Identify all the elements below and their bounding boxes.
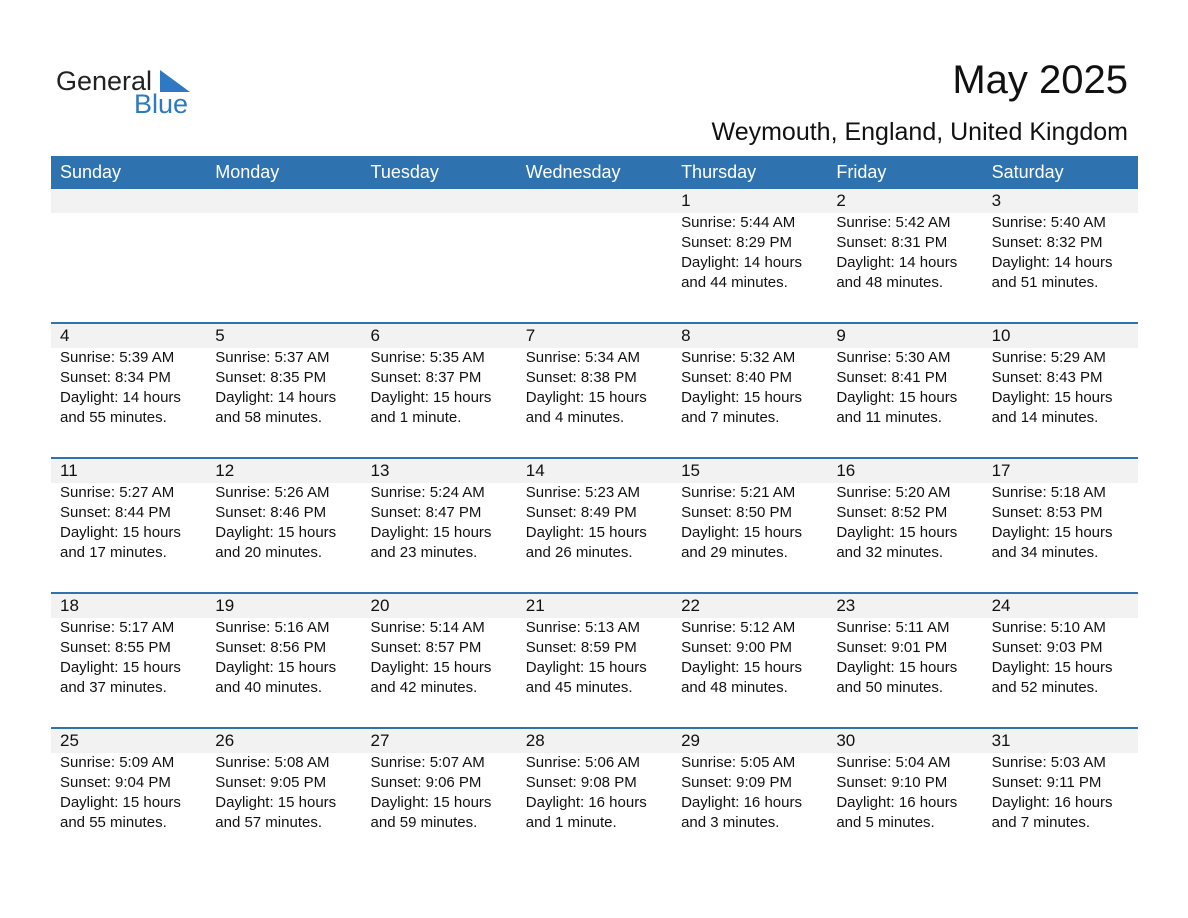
daylight-text: Daylight: 15 hours [215, 659, 337, 676]
sunrise-text: Sunrise: 5:24 AM [370, 484, 485, 501]
empty-day-cell [51, 189, 206, 293]
daylight-minutes-text: and 59 minutes. [370, 814, 478, 831]
sunset-text: Sunset: 9:04 PM [60, 774, 171, 791]
sunset-text: Sunset: 8:41 PM [836, 369, 948, 386]
daylight-minutes-text: and 57 minutes. [215, 814, 323, 831]
daylight-text: Daylight: 15 hours [836, 659, 958, 676]
day-cell [517, 729, 672, 833]
sunrise-text: Sunrise: 5:09 AM [60, 754, 175, 771]
sunset-text: Sunset: 8:56 PM [215, 639, 327, 656]
day-cell [517, 459, 672, 563]
daylight-minutes-text: and 5 minutes. [836, 814, 935, 831]
day-number: 22 [681, 596, 700, 615]
day-cell [206, 459, 361, 563]
week-days [51, 729, 1138, 833]
sunrise-text: Sunrise: 5:30 AM [836, 349, 951, 366]
week-row [51, 729, 1138, 864]
daylight-minutes-text: and 3 minutes. [681, 814, 780, 831]
calendar [51, 156, 1138, 864]
day-number: 6 [370, 326, 380, 345]
daylight-minutes-text: and 42 minutes. [370, 679, 478, 696]
daylight-text: Daylight: 15 hours [991, 659, 1113, 676]
weekday-friday: Friday [836, 162, 887, 182]
sunrise-text: Sunrise: 5:20 AM [836, 484, 951, 501]
daylight-minutes-text: and 55 minutes. [60, 814, 167, 831]
daylight-text: Daylight: 15 hours [525, 389, 647, 406]
day-cell [672, 729, 827, 833]
daylight-minutes-text: and 1 minute. [525, 814, 617, 831]
day-cell [827, 459, 982, 563]
weekday-monday: Monday [215, 162, 280, 182]
sunrise-text: Sunrise: 5:13 AM [525, 619, 641, 636]
sunset-text: Sunset: 8:44 PM [60, 504, 171, 521]
day-number: 5 [215, 326, 225, 345]
sunrise-text: Sunrise: 5:21 AM [681, 484, 796, 501]
day-number: 7 [525, 326, 536, 345]
empty-day-cell [362, 189, 517, 293]
daylight-minutes-text: and 52 minutes. [991, 679, 1099, 696]
daylight-minutes-text: and 37 minutes. [60, 679, 167, 696]
day-number: 3 [991, 191, 1002, 210]
sunset-text: Sunset: 8:55 PM [60, 639, 171, 656]
daylight-text: Daylight: 15 hours [681, 389, 802, 406]
day-cell [983, 459, 1138, 563]
daylight-minutes-text: and 23 minutes. [370, 544, 478, 561]
weekday-sunday: Sunday [60, 162, 122, 182]
day-number: 9 [836, 326, 846, 345]
sunset-text: Sunset: 9:01 PM [836, 639, 948, 656]
daylight-minutes-text: and 48 minutes. [681, 679, 788, 696]
day-number: 13 [370, 461, 390, 480]
daylight-minutes-text: and 7 minutes. [681, 409, 780, 426]
daylight-text: Daylight: 16 hours [836, 794, 958, 811]
daylight-text: Daylight: 15 hours [836, 389, 958, 406]
daylight-minutes-text: and 50 minutes. [836, 679, 944, 696]
daylight-text: Daylight: 15 hours [991, 524, 1113, 541]
sunset-text: Sunset: 9:06 PM [370, 774, 482, 791]
weekday-saturday: Saturday [991, 162, 1064, 182]
day-cell [827, 189, 982, 293]
daylight-text: Daylight: 14 hours [991, 254, 1113, 271]
day-number: 27 [370, 731, 390, 750]
sunrise-text: Sunrise: 5:08 AM [215, 754, 330, 771]
empty-day-cell [517, 189, 672, 293]
daylight-text: Daylight: 15 hours [836, 524, 958, 541]
week-days [51, 189, 1138, 293]
sunrise-text: Sunrise: 5:39 AM [60, 349, 175, 366]
sunset-text: Sunset: 8:43 PM [991, 369, 1103, 386]
day-number: 14 [525, 461, 545, 480]
logo-blue-text: Blue [134, 89, 189, 119]
calendar-weeks [51, 189, 1138, 864]
sunset-text: Sunset: 8:53 PM [991, 504, 1103, 521]
week-row [51, 324, 1138, 459]
sunset-text: Sunset: 9:11 PM [991, 774, 1102, 791]
sunset-text: Sunset: 9:09 PM [681, 774, 792, 791]
week-row [51, 459, 1138, 594]
sunrise-text: Sunrise: 5:42 AM [836, 214, 951, 231]
sunset-text: Sunset: 8:34 PM [60, 369, 171, 386]
sunset-text: Sunset: 8:35 PM [215, 369, 327, 386]
day-number: 29 [681, 731, 700, 750]
day-cell [362, 324, 517, 428]
sunset-text: Sunset: 8:40 PM [681, 369, 792, 386]
day-number: 2 [836, 191, 846, 210]
day-number: 23 [836, 596, 856, 615]
sunrise-text: Sunrise: 5:14 AM [370, 619, 485, 636]
sunrise-text: Sunrise: 5:37 AM [215, 349, 330, 366]
daylight-text: Daylight: 15 hours [215, 524, 337, 541]
daylight-minutes-text: and 14 minutes. [991, 409, 1099, 426]
day-number: 25 [60, 731, 79, 750]
day-number: 1 [681, 191, 691, 210]
empty-day-cell [206, 189, 361, 293]
day-cell [206, 324, 361, 428]
daylight-text: Daylight: 15 hours [215, 794, 337, 811]
daylight-minutes-text: and 34 minutes. [991, 544, 1099, 561]
day-cell [517, 594, 672, 698]
sunset-text: Sunset: 9:00 PM [681, 639, 792, 656]
daylight-minutes-text: and 1 minute. [370, 409, 462, 426]
daylight-minutes-text: and 45 minutes. [525, 679, 633, 696]
daylight-minutes-text: and 4 minutes. [525, 409, 625, 426]
day-cell [51, 729, 206, 833]
daylight-minutes-text: and 26 minutes. [525, 544, 633, 561]
sunrise-text: Sunrise: 5:07 AM [370, 754, 485, 771]
location-subtitle: Weymouth, England, United Kingdom [711, 118, 1128, 146]
daylight-minutes-text: and 7 minutes. [991, 814, 1090, 831]
sunrise-text: Sunrise: 5:12 AM [681, 619, 796, 636]
day-cell [672, 324, 827, 428]
daylight-text: Daylight: 15 hours [991, 389, 1113, 406]
daylight-minutes-text: and 20 minutes. [215, 544, 323, 561]
day-cell [983, 189, 1138, 293]
sunrise-text: Sunrise: 5:23 AM [525, 484, 641, 501]
sunrise-text: Sunrise: 5:16 AM [215, 619, 330, 636]
daylight-text: Daylight: 15 hours [681, 659, 802, 676]
sunrise-text: Sunrise: 5:34 AM [525, 349, 641, 366]
week-row [51, 594, 1138, 729]
sunrise-text: Sunrise: 5:26 AM [215, 484, 330, 501]
daylight-text: Daylight: 15 hours [60, 659, 181, 676]
day-cell [362, 459, 517, 563]
daylight-minutes-text: and 11 minutes. [836, 409, 942, 426]
sunset-text: Sunset: 8:29 PM [681, 234, 792, 251]
weekday-wednesday: Wednesday [525, 162, 621, 182]
sunset-text: Sunset: 8:37 PM [370, 369, 482, 386]
daylight-minutes-text: and 29 minutes. [681, 544, 788, 561]
day-number: 19 [215, 596, 235, 615]
sunrise-text: Sunrise: 5:35 AM [370, 349, 485, 366]
day-number: 20 [370, 596, 390, 615]
day-number: 21 [525, 596, 545, 615]
weekday-thursday: Thursday [681, 162, 757, 182]
day-number: 4 [60, 326, 70, 345]
page-title: May 2025 [952, 58, 1128, 102]
sunset-text: Sunset: 8:50 PM [681, 504, 792, 521]
daylight-minutes-text: and 40 minutes. [215, 679, 323, 696]
sunrise-text: Sunrise: 5:18 AM [991, 484, 1106, 501]
daylight-text: Daylight: 15 hours [370, 794, 492, 811]
weekday-tuesday: Tuesday [370, 162, 439, 182]
sunset-text: Sunset: 8:46 PM [215, 504, 327, 521]
sunset-text: Sunset: 9:10 PM [836, 774, 948, 791]
weekday-header [51, 156, 1138, 189]
day-cell [51, 459, 206, 563]
day-cell [672, 459, 827, 563]
sunset-text: Sunset: 8:57 PM [370, 639, 482, 656]
day-number: 18 [60, 596, 79, 615]
sunset-text: Sunset: 8:49 PM [525, 504, 637, 521]
day-number: 17 [991, 461, 1011, 480]
sunset-text: Sunset: 9:05 PM [215, 774, 327, 791]
day-number: 26 [215, 731, 235, 750]
sunset-text: Sunset: 8:38 PM [525, 369, 637, 386]
daylight-text: Daylight: 15 hours [525, 524, 647, 541]
day-number: 10 [991, 326, 1011, 345]
day-number: 11 [60, 461, 78, 480]
daylight-minutes-text: and 55 minutes. [60, 409, 167, 426]
day-number: 16 [836, 461, 856, 480]
daylight-text: Daylight: 15 hours [681, 524, 802, 541]
sunrise-text: Sunrise: 5:27 AM [60, 484, 175, 501]
week-row [51, 189, 1138, 324]
week-days [51, 459, 1138, 563]
daylight-text: Daylight: 14 hours [215, 389, 337, 406]
sunset-text: Sunset: 8:59 PM [525, 639, 637, 656]
daylight-minutes-text: and 32 minutes. [836, 544, 944, 561]
sunset-text: Sunset: 8:52 PM [836, 504, 948, 521]
daylight-text: Daylight: 16 hours [525, 794, 647, 811]
day-cell [983, 729, 1138, 833]
day-number: 28 [525, 731, 545, 750]
daylight-text: Daylight: 15 hours [370, 524, 492, 541]
daylight-text: Daylight: 15 hours [525, 659, 647, 676]
day-number: 30 [836, 731, 856, 750]
daylight-text: Daylight: 14 hours [681, 254, 802, 271]
day-cell [206, 594, 361, 698]
sunset-text: Sunset: 8:31 PM [836, 234, 948, 251]
daylight-text: Daylight: 15 hours [60, 524, 181, 541]
sunrise-text: Sunrise: 5:11 AM [836, 619, 950, 636]
sunrise-text: Sunrise: 5:40 AM [991, 214, 1106, 231]
day-cell [51, 324, 206, 428]
sunset-text: Sunset: 9:08 PM [525, 774, 637, 791]
sunrise-text: Sunrise: 5:06 AM [525, 754, 641, 771]
sunrise-text: Sunrise: 5:17 AM [60, 619, 175, 636]
sunrise-text: Sunrise: 5:32 AM [681, 349, 796, 366]
sunrise-text: Sunrise: 5:04 AM [836, 754, 951, 771]
daylight-minutes-text: and 17 minutes. [60, 544, 167, 561]
week-days [51, 324, 1138, 428]
day-number: 24 [991, 596, 1011, 615]
day-number: 12 [215, 461, 235, 480]
day-number: 31 [991, 731, 1011, 750]
day-cell [983, 594, 1138, 698]
daylight-text: Daylight: 15 hours [370, 389, 492, 406]
day-cell [672, 594, 827, 698]
daylight-text: Daylight: 16 hours [681, 794, 802, 811]
day-number: 15 [681, 461, 700, 480]
daylight-text: Daylight: 15 hours [370, 659, 492, 676]
daylight-minutes-text: and 48 minutes. [836, 274, 944, 291]
sunset-text: Sunset: 8:47 PM [370, 504, 482, 521]
day-cell [827, 324, 982, 428]
day-cell [51, 594, 206, 698]
day-cell [827, 594, 982, 698]
daylight-text: Daylight: 16 hours [991, 794, 1113, 811]
week-days [51, 594, 1138, 698]
sunrise-text: Sunrise: 5:44 AM [681, 214, 796, 231]
day-cell [517, 324, 672, 428]
logo [56, 62, 196, 122]
sunrise-text: Sunrise: 5:10 AM [991, 619, 1106, 636]
daylight-text: Daylight: 15 hours [60, 794, 181, 811]
day-cell [672, 189, 827, 293]
day-number: 8 [681, 326, 691, 345]
sunset-text: Sunset: 9:03 PM [991, 639, 1103, 656]
daylight-minutes-text: and 51 minutes. [991, 274, 1099, 291]
logo-general-text: General [56, 66, 153, 96]
sunrise-text: Sunrise: 5:05 AM [681, 754, 796, 771]
day-cell [827, 729, 982, 833]
daylight-minutes-text: and 44 minutes. [681, 274, 788, 291]
sunset-text: Sunset: 8:32 PM [991, 234, 1103, 251]
sunrise-text: Sunrise: 5:29 AM [991, 349, 1106, 366]
day-cell [206, 729, 361, 833]
day-cell [362, 729, 517, 833]
daylight-text: Daylight: 14 hours [836, 254, 958, 271]
daylight-text: Daylight: 14 hours [60, 389, 181, 406]
day-cell [362, 594, 517, 698]
day-cell [983, 324, 1138, 428]
sunrise-text: Sunrise: 5:03 AM [991, 754, 1106, 771]
daylight-minutes-text: and 58 minutes. [215, 409, 323, 426]
